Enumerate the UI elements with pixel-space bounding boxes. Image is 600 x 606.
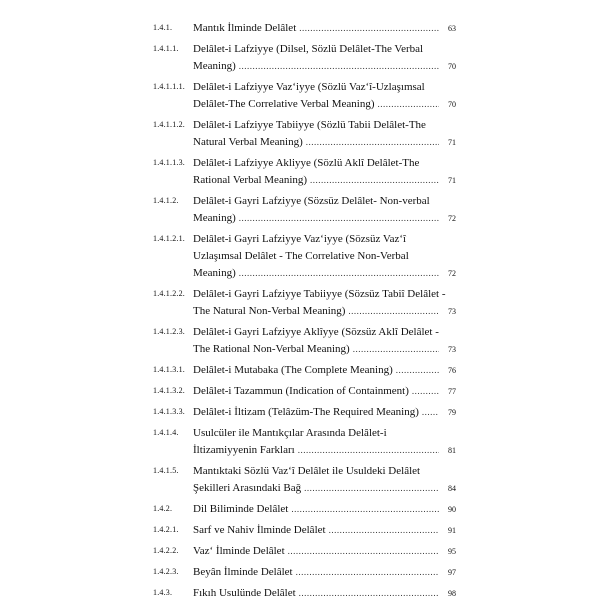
toc-entry (0, 20, 600, 37)
toc-entry (0, 117, 600, 151)
toc-entry-page-number: 71 (448, 176, 456, 185)
toc-entry-title-last-line: Delâlet-The Correlative Verbal Meaning) (193, 98, 375, 110)
dot-leader (304, 480, 439, 497)
toc-entry-leader-line (193, 134, 456, 151)
toc-entry-title (193, 20, 456, 37)
dot-leader (298, 442, 439, 459)
dot-leader (299, 585, 439, 602)
toc-entry-number: 1.4.2.2. (153, 546, 179, 555)
toc-entry-title (193, 404, 456, 421)
toc-entry-number: 1.4.2.1. (153, 525, 179, 534)
toc-entry-number: 1.4.1.1.2. (153, 120, 185, 129)
toc-entry-page-number: 98 (448, 589, 456, 598)
dot-leader (348, 303, 439, 320)
toc-entry-title (193, 543, 456, 560)
toc-entry (0, 286, 600, 320)
toc-entry-title-last-line: Fıkıh Usulünde Delâlet (193, 587, 296, 599)
toc-entry-number: 1.4.1.5. (153, 466, 179, 475)
toc-entry-leader-line (193, 58, 456, 75)
toc-entry (0, 383, 600, 400)
toc-entry-title (193, 463, 456, 497)
toc-entry-number: 1.4.2. (153, 504, 173, 513)
toc-entry-leader-line (193, 341, 456, 358)
toc-entry (0, 362, 600, 379)
toc-entry-page-number: 77 (448, 387, 456, 396)
toc-entry-number: 1.4.1.1. (153, 44, 179, 53)
toc-entry (0, 41, 600, 75)
toc-entry-page-number: 95 (448, 547, 456, 556)
toc-entry-page-number: 73 (448, 345, 456, 354)
toc-entry-title (193, 522, 456, 539)
dot-leader (306, 134, 439, 151)
toc-entry-title-last-line: The Rational Non-Verbal Meaning) (193, 343, 350, 355)
toc-entry-page-number: 71 (448, 138, 456, 147)
toc-entry-page-number: 70 (448, 100, 456, 109)
dot-leader (239, 265, 439, 282)
toc-entry-leader-line (193, 585, 456, 602)
toc-entry-leader-line (193, 480, 456, 497)
toc-entry-leader-line (193, 404, 456, 421)
toc-entry-leader-line (193, 96, 456, 113)
toc-entry-title-last-line: Şekilleri Arasındaki Bağ (193, 482, 302, 494)
toc-entry-leader-line (193, 362, 456, 379)
toc-entry-title-last-line: Meaning) (193, 60, 236, 72)
toc-entry-leader-line (193, 20, 456, 37)
toc-entry-title-line: Delâlet-i Gayri Lafziyye Vaz‘iyye (Sözsüz Vaz‘î (193, 233, 407, 245)
toc-entry-title-last-line: Mantık İlminde Delâlet (193, 22, 297, 34)
toc-entry-number: 1.4.1.1.3. (153, 158, 185, 167)
toc-entry (0, 463, 600, 497)
toc-entry (0, 79, 600, 113)
toc-entry-title-last-line: Natural Verbal Meaning) (193, 136, 303, 148)
toc-entry-page-number: 73 (448, 307, 456, 316)
toc-entry-number: 1.4.1.3.1. (153, 365, 185, 374)
toc-entry-number: 1.4.1. (153, 23, 173, 32)
toc-entry-title (193, 425, 456, 459)
toc-entry-title-line: Uzlaşımsal Delâlet - The Correlative Non-Verbal (193, 250, 409, 262)
dot-leader (239, 210, 439, 227)
toc-entry-title (193, 585, 456, 602)
toc-entry-number: 1.4.1.3.3. (153, 407, 185, 416)
toc-entry-title (193, 286, 456, 320)
toc-entry-number: 1.4.1.4. (153, 428, 179, 437)
dot-leader (296, 564, 439, 581)
toc-entry-title (193, 193, 456, 227)
toc-entry-leader-line (193, 543, 456, 560)
toc-entry (0, 155, 600, 189)
toc-entry-title (193, 155, 456, 189)
toc-entry-page-number: 84 (448, 484, 456, 493)
toc-entry-number: 1.4.2.3. (153, 567, 179, 576)
toc-entry (0, 522, 600, 539)
toc-entry-title (193, 501, 456, 518)
toc-entry-title-last-line: Vaz‘ İlminde Delâlet (193, 545, 285, 557)
toc-entry-title-line: Delâlet-i Lafziyye Vaz‘iyye (Sözlü Vaz‘î-Uzlaşımsal (193, 81, 425, 93)
toc-entry-title-last-line: Delâlet-i Mutabaka (The Complete Meaning) (193, 364, 393, 376)
toc-entry-title-last-line: Meaning) (193, 212, 236, 224)
toc-entry-title-last-line: Dil Biliminde Delâlet (193, 503, 289, 515)
toc-entry-page-number: 63 (448, 24, 456, 33)
toc-entry-leader-line (193, 303, 456, 320)
toc-entry-title (193, 79, 456, 113)
toc-entry-leader-line (193, 265, 456, 282)
dot-leader (299, 20, 439, 37)
toc-entry-page-number: 90 (448, 505, 456, 514)
toc-entry-page-number: 81 (448, 446, 456, 455)
toc-entry (0, 564, 600, 581)
toc-entry (0, 585, 600, 602)
toc-entry-page-number: 76 (448, 366, 456, 375)
toc-entry-title-line: Delâlet-i Lafziyye Tabiiyye (Sözlü Tabii Delâlet-The (193, 119, 426, 131)
toc-entry-number: 1.4.3. (153, 588, 173, 597)
table-of-contents (0, 20, 600, 606)
dot-leader (422, 404, 439, 421)
toc-entry-title-line: Usulcüler ile Mantıkçılar Arasında Delâlet-i (193, 427, 387, 439)
toc-entry-title-line: Mantıktaki Sözlü Vaz‘î Delâlet ile Usuldeki Delâlet (193, 465, 421, 477)
toc-entry (0, 193, 600, 227)
toc-entry-page-number: 72 (448, 214, 456, 223)
toc-entry-page-number: 72 (448, 269, 456, 278)
toc-entry-leader-line (193, 564, 456, 581)
toc-entry-page-number: 79 (448, 408, 456, 417)
toc-entry-title (193, 564, 456, 581)
dot-leader (329, 522, 439, 539)
toc-entry-number: 1.4.1.2.3. (153, 327, 185, 336)
toc-entry (0, 231, 600, 282)
toc-entry-title-line: Delâlet-i Lafziyye Akliyye (Sözlü Aklî Delâlet-The (193, 157, 420, 169)
toc-entry-title-last-line: Delâlet-i Tazammun (Indication of Containment) (193, 385, 409, 397)
toc-entry-leader-line (193, 210, 456, 227)
toc-entry-title-last-line: Rational Verbal Meaning) (193, 174, 308, 186)
toc-entry-title-line: Delâlet-i Gayri Lafziyye Tabiiyye (Sözsüz Tabiî Delâlet - (193, 288, 446, 300)
toc-entry-title-line: Delâlet-i Lafziyye (Dilsel, Sözlü Delâlet-The Verbal (193, 43, 424, 55)
dot-leader (378, 96, 439, 113)
toc-entry-title (193, 231, 456, 282)
toc-entry-title-line: Delâlet-i Gayri Lafziyye (Sözsüz Delâlet- Non-verbal (193, 195, 430, 207)
toc-entry-page-number: 91 (448, 526, 456, 535)
toc-entry (0, 501, 600, 518)
toc-entry-number: 1.4.1.2. (153, 196, 179, 205)
toc-entry-page-number: 97 (448, 568, 456, 577)
toc-entry-number: 1.4.1.1.1. (153, 82, 185, 91)
toc-entry-leader-line (193, 501, 456, 518)
dot-leader (412, 383, 439, 400)
toc-entry-leader-line (193, 522, 456, 539)
toc-entry (0, 425, 600, 459)
dot-leader (288, 543, 439, 560)
toc-entry-title (193, 41, 456, 75)
toc-entry-leader-line (193, 442, 456, 459)
dot-leader (310, 172, 439, 189)
toc-entry (0, 543, 600, 560)
dot-leader (353, 341, 439, 358)
dot-leader (239, 58, 439, 75)
toc-entry-number: 1.4.1.2.1. (153, 234, 185, 243)
toc-entry (0, 404, 600, 421)
toc-entry-leader-line (193, 383, 456, 400)
toc-entry-number: 1.4.1.2.2. (153, 289, 185, 298)
toc-entry-title (193, 362, 456, 379)
toc-entry-title-line: Delâlet-i Gayri Lafziyye Aklîyye (Sözsüz Aklî Delâlet - (193, 326, 439, 338)
toc-entry-title-last-line: Delâlet-i İltizam (Telâzüm-The Required Meaning) (193, 406, 419, 418)
toc-entry-title-last-line: İltizamiyyenin Farkları (193, 444, 295, 456)
toc-entry-number: 1.4.1.3.2. (153, 386, 185, 395)
toc-entry-leader-line (193, 172, 456, 189)
dot-leader (396, 362, 439, 379)
toc-entry-title-last-line: Beyân İlminde Delâlet (193, 566, 293, 578)
dot-leader (291, 501, 439, 518)
toc-entry-title (193, 117, 456, 151)
toc-entry-page-number: 70 (448, 62, 456, 71)
toc-entry-title-last-line: Meaning) (193, 267, 236, 279)
toc-entry-title-last-line: Sarf ve Nahiv İlminde Delâlet (193, 524, 326, 536)
toc-entry-title (193, 324, 456, 358)
toc-entry-title (193, 383, 456, 400)
toc-entry (0, 324, 600, 358)
toc-entry-title-last-line: The Natural Non-Verbal Meaning) (193, 305, 346, 317)
